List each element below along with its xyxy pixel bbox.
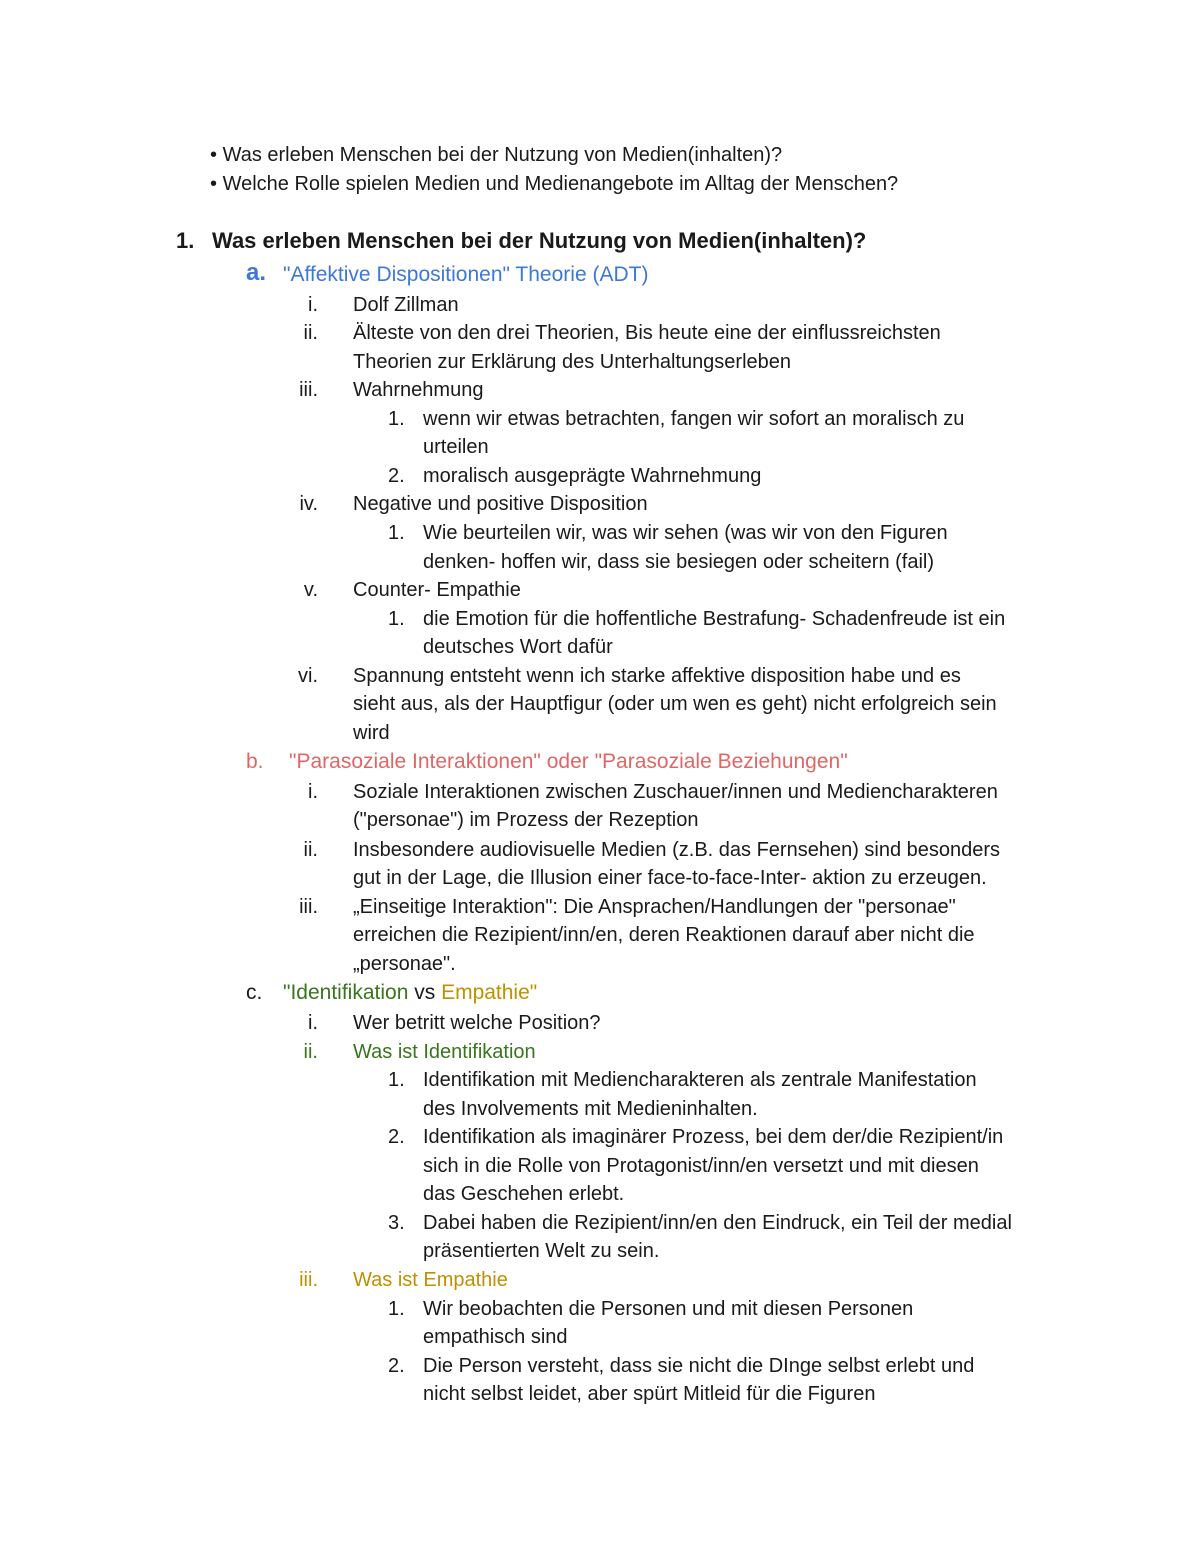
intro-question-1: Was erleben Menschen bei der Nutzung von Medien(inhalten)? xyxy=(222,144,783,166)
item-text: Was ist Identifikation xyxy=(353,1041,536,1063)
item-text-continued: empathisch sind xyxy=(423,1326,568,1348)
subsection-title xyxy=(283,979,537,1007)
item-marker: 1. xyxy=(388,608,405,630)
item-text-continued: des Involvements mit Medieninhalten. xyxy=(423,1098,758,1120)
item-marker: 1. xyxy=(388,1069,405,1091)
item-text: die Emotion für die hoffentliche Bestrafung- Schadenfreude ist ein xyxy=(423,608,1006,630)
item-marker: 2. xyxy=(388,1355,405,1377)
item-text: Wie beurteilen wir, was wir sehen (was wir von den Figuren xyxy=(423,522,948,544)
item-text-continued: nicht selbst leidet, aber spürt Mitleid für die Figuren xyxy=(423,1383,876,1405)
item-text-continued: das Geschehen erlebt. xyxy=(423,1183,625,1205)
intro-bullet-1 xyxy=(210,141,782,169)
item-text: Soziale Interaktionen zwischen Zuschauer/innen und Mediencharakteren xyxy=(353,781,998,803)
bullet-glyph: • xyxy=(210,173,218,195)
item-text: Spannung entsteht wenn ich starke affektive disposition habe und es xyxy=(353,665,961,687)
item-text: Identifikation als imaginärer Prozess, bei dem der/die Rezipient/in xyxy=(423,1126,1004,1148)
item-text: „Einseitige Interaktion": Die Ansprachen/Handlungen der "personae" xyxy=(353,896,956,918)
item-text-continued: präsentierten Welt zu sein. xyxy=(423,1240,660,1262)
item-text-continued: „personae". xyxy=(353,953,456,975)
item-marker: v. xyxy=(303,579,318,601)
item-marker: 1. xyxy=(388,522,405,544)
quote-close: " xyxy=(529,981,538,1004)
item-marker: iii. xyxy=(299,896,318,918)
title-empathie: Empathie xyxy=(441,981,530,1004)
item-marker: 3. xyxy=(388,1212,405,1234)
item-text-continued: denken- hoffen wir, dass sie besiegen oder scheitern (fail) xyxy=(423,551,935,573)
intro-bullet-2 xyxy=(210,170,898,198)
item-text: Was ist Empathie xyxy=(353,1269,508,1291)
item-text-continued: erreichen die Rezipient/inn/en, deren Reaktionen darauf aber nicht die xyxy=(353,924,975,946)
item-text: Negative und positive Disposition xyxy=(353,493,648,515)
item-text-continued: sieht aus, als der Hauptfigur (oder um wen es geht) nicht erfolgreich sein xyxy=(353,693,997,715)
title-identifikation: Identifikation xyxy=(290,981,409,1004)
item-text-continued: Theorien zur Erklärung des Unterhaltungserleben xyxy=(353,351,792,373)
item-text: Wer betritt welche Position? xyxy=(353,1012,601,1034)
item-marker: iii. xyxy=(299,379,318,401)
item-marker: 1. xyxy=(388,1298,405,1320)
subsection-marker: a. xyxy=(246,259,267,286)
section-title: Was erleben Menschen bei der Nutzung von Medien(inhalten)? xyxy=(212,228,867,253)
item-marker: iii. xyxy=(299,1269,318,1291)
item-text-continued: urteilen xyxy=(423,436,489,458)
item-text: Älteste von den drei Theorien, Bis heute eine der einflussreichsten xyxy=(353,322,941,344)
item-marker: ii. xyxy=(303,322,318,344)
item-marker: vi. xyxy=(298,665,318,687)
subsection-title: "Parasoziale Interaktionen" oder "Parasoziale Beziehungen" xyxy=(289,750,848,773)
item-marker: i. xyxy=(308,1012,318,1034)
item-marker: i. xyxy=(308,294,318,316)
item-text: Wir beobachten die Personen und mit diesen Personen xyxy=(423,1298,914,1320)
item-text-continued: deutsches Wort dafür xyxy=(423,636,613,658)
subsection-marker: c. xyxy=(246,981,263,1004)
item-text-continued: ("personae") im Prozess der Rezeption xyxy=(353,809,699,831)
title-vs: vs xyxy=(408,981,442,1004)
item-text: Insbesondere audiovisuelle Medien (z.B. das Fernsehen) sind besonders xyxy=(353,839,1001,861)
bullet-glyph: • xyxy=(210,144,218,166)
item-text: moralisch ausgeprägte Wahrnehmung xyxy=(423,465,762,487)
item-text: Dolf Zillman xyxy=(353,294,459,316)
item-marker: i. xyxy=(308,781,318,803)
item-marker: 2. xyxy=(388,1126,405,1148)
quote-open: " xyxy=(283,981,291,1004)
section-number: 1. xyxy=(176,228,195,253)
item-text-continued: wird xyxy=(353,722,390,744)
item-marker: 2. xyxy=(388,465,405,487)
item-marker: ii. xyxy=(303,839,318,861)
item-marker: 1. xyxy=(388,408,405,430)
item-marker: ii. xyxy=(303,1041,318,1063)
item-marker: iv. xyxy=(299,493,318,515)
item-text-continued: sich in die Rolle von Protagonist/inn/en versetzt und mit diesen xyxy=(423,1155,979,1177)
item-text-continued: gut in der Lage, die Illusion einer face-to-face-Inter- aktion zu erzeugen. xyxy=(353,867,987,889)
item-text: Wahrnehmung xyxy=(353,379,484,401)
item-text: Die Person versteht, dass sie nicht die DInge selbst erlebt und xyxy=(423,1355,975,1377)
item-text: Counter- Empathie xyxy=(353,579,521,601)
item-text: Dabei haben die Rezipient/inn/en den Eindruck, ein Teil der medial xyxy=(423,1212,1012,1234)
subsection-marker: b. xyxy=(246,750,264,773)
item-text: Identifikation mit Mediencharakteren als zentrale Manifestation xyxy=(423,1069,977,1091)
subsection-title: "Affektive Dispositionen" Theorie (ADT) xyxy=(283,263,649,286)
intro-question-2: Welche Rolle spielen Medien und Medienangebote im Alltag der Menschen? xyxy=(222,173,899,195)
item-text: wenn wir etwas betrachten, fangen wir sofort an moralisch zu xyxy=(423,408,965,430)
